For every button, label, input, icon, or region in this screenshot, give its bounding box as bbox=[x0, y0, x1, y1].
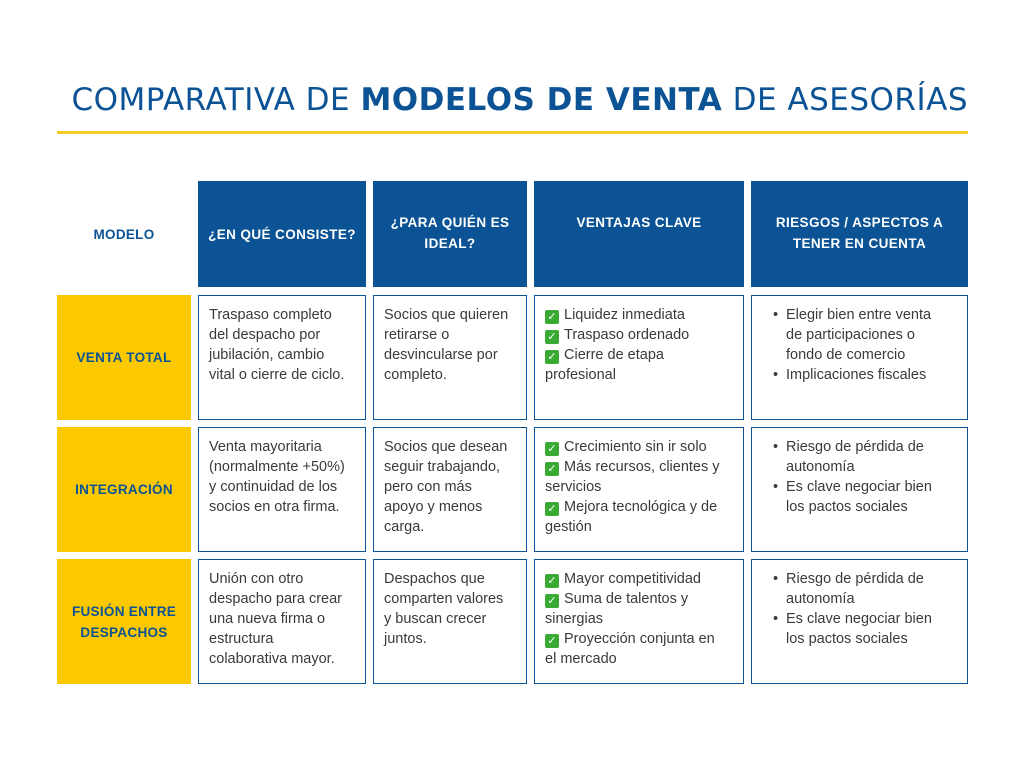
cell-text-line: vital o cierre de ciclo. bbox=[209, 367, 345, 383]
title-prefix: COMPARATIVA DE bbox=[71, 82, 361, 118]
risk-text-line: Riesgo de pérdida de bbox=[786, 571, 924, 587]
ventaja-item bbox=[545, 497, 733, 517]
cell-text-line: del despacho por bbox=[209, 327, 321, 343]
ventaja-item bbox=[545, 345, 733, 365]
cell-text-line: comparten valores bbox=[384, 591, 504, 607]
cell-text-line: Venta mayoritaria bbox=[209, 439, 322, 455]
check-mark-icon: ✓ bbox=[545, 350, 559, 364]
ventaja-text: Proyección conjunta en bbox=[564, 631, 715, 647]
ventaja-text: Suma de talentos y bbox=[564, 591, 689, 607]
para-quien-cell-0 bbox=[373, 295, 527, 420]
ventaja-text: gestión bbox=[545, 519, 592, 535]
cell-text-line: despacho para crear bbox=[209, 591, 342, 607]
risk-text-line: Elegir bien entre venta bbox=[786, 307, 932, 323]
risk-text-line: Riesgo de pérdida de bbox=[786, 439, 924, 455]
ventaja-item bbox=[545, 569, 733, 589]
ventaja-text: profesional bbox=[545, 367, 616, 383]
row-header-label: INTEGRACIÓN bbox=[75, 482, 173, 497]
cell-text-line: socios en otra firma. bbox=[209, 499, 340, 515]
riesgos-cell-0 bbox=[751, 295, 968, 420]
ventaja-text: el mercado bbox=[545, 651, 617, 667]
para-quien-cell-1 bbox=[373, 427, 527, 552]
cell-text-line: jubilación, cambio bbox=[209, 347, 325, 363]
ventaja-item bbox=[545, 517, 733, 537]
risks-list bbox=[762, 305, 957, 385]
ventajas-cell-2 bbox=[534, 559, 744, 684]
header-consiste-label: ¿EN QUÉ CONSISTE? bbox=[208, 226, 356, 242]
check-mark-icon: ✓ bbox=[545, 462, 559, 476]
header-para-quien-label: ¿PARA QUIÉN ES IDEAL? bbox=[390, 215, 510, 251]
consiste-cell-2 bbox=[198, 559, 366, 684]
header-para-quien bbox=[373, 181, 527, 287]
header-ventajas-label: VENTAJAS CLAVE bbox=[576, 215, 702, 230]
check-mark-icon: ✓ bbox=[545, 330, 559, 344]
ventaja-item bbox=[545, 437, 733, 457]
ventaja-text: Mayor competitividad bbox=[564, 571, 701, 587]
risk-text-line: de participaciones o bbox=[786, 327, 915, 343]
ventajas-cell-0 bbox=[534, 295, 744, 420]
cell-text-line: desvincularse por bbox=[384, 347, 498, 363]
risk-text-line: Es clave negociar bien bbox=[786, 479, 932, 495]
para-quien-cell-2 bbox=[373, 559, 527, 684]
check-mark-icon: ✓ bbox=[545, 310, 559, 324]
risk-item bbox=[773, 477, 957, 517]
header-modelo-label: MODELO bbox=[93, 226, 155, 242]
ventaja-text: Liquidez inmediata bbox=[564, 307, 685, 323]
ventaja-item bbox=[545, 457, 733, 477]
header-ventajas bbox=[534, 181, 744, 287]
cell-text-line: completo. bbox=[384, 367, 447, 383]
row-header-0 bbox=[57, 295, 191, 420]
risk-item bbox=[773, 569, 957, 609]
risks-list bbox=[762, 437, 957, 517]
title-suffix: DE ASESORÍAS bbox=[722, 82, 968, 118]
title-emphasis: MODELOS DE VENTA bbox=[360, 82, 723, 118]
bullet-icon: • bbox=[773, 571, 779, 587]
ventaja-text: sinergias bbox=[545, 611, 604, 627]
cell-text-line: Traspaso completo bbox=[209, 307, 332, 323]
title-underline bbox=[57, 131, 968, 134]
riesgos-cell-2 bbox=[751, 559, 968, 684]
bullet-icon: • bbox=[773, 439, 779, 455]
cell-text-line: seguir trabajando, bbox=[384, 459, 501, 475]
cell-text-line: juntos. bbox=[384, 631, 427, 647]
risk-text-line: los pactos sociales bbox=[786, 631, 908, 647]
risk-item bbox=[773, 609, 957, 649]
risk-text-line: Implicaciones fiscales bbox=[786, 367, 927, 383]
cell-text-line: carga. bbox=[384, 519, 425, 535]
ventaja-item bbox=[545, 305, 733, 325]
risks-list bbox=[762, 569, 957, 649]
check-mark-icon: ✓ bbox=[545, 634, 559, 648]
cell-text-line: y buscan crecer bbox=[384, 611, 487, 627]
check-mark-icon: ✓ bbox=[545, 502, 559, 516]
ventaja-text: Traspaso ordenado bbox=[564, 327, 690, 343]
ventaja-item bbox=[545, 365, 733, 385]
header-riesgos-label: RIESGOS / ASPECTOS A TENER EN CUENTA bbox=[775, 215, 944, 251]
ventaja-text: servicios bbox=[545, 479, 602, 495]
cell-text-line: apoyo y menos bbox=[384, 499, 483, 515]
ventaja-text: Crecimiento sin ir solo bbox=[564, 439, 707, 455]
ventaja-item bbox=[545, 477, 733, 497]
ventaja-text: Más recursos, clientes y bbox=[564, 459, 720, 475]
ventaja-text: Cierre de etapa bbox=[564, 347, 664, 363]
risk-item bbox=[773, 305, 957, 365]
cell-text-line: Despachos que bbox=[384, 571, 485, 587]
risk-text-line: autonomía bbox=[786, 459, 855, 475]
ventaja-item bbox=[545, 649, 733, 669]
risk-text-line: autonomía bbox=[786, 591, 855, 607]
bullet-icon: • bbox=[773, 611, 779, 627]
ventajas-cell-1 bbox=[534, 427, 744, 552]
cell-text-line: estructura bbox=[209, 631, 274, 647]
row-header-label: FUSIÓN ENTRE DESPACHOS bbox=[71, 603, 177, 640]
cell-text-line: Unión con otro bbox=[209, 571, 304, 587]
row-header-label: VENTA TOTAL bbox=[76, 350, 172, 365]
cell-text-line: colaborativa mayor. bbox=[209, 651, 335, 667]
row-header-1 bbox=[57, 427, 191, 552]
riesgos-cell-1 bbox=[751, 427, 968, 552]
risk-item bbox=[773, 437, 957, 477]
consiste-cell-0 bbox=[198, 295, 366, 420]
bullet-icon: • bbox=[773, 479, 779, 495]
cell-text-line: Socios que desean bbox=[384, 439, 508, 455]
risk-text-line: Es clave negociar bien bbox=[786, 611, 932, 627]
ventaja-item bbox=[545, 589, 733, 609]
ventaja-item bbox=[545, 629, 733, 649]
header-riesgos bbox=[751, 181, 968, 287]
consiste-cell-1 bbox=[198, 427, 366, 552]
cell-text-line: (normalmente +50%) bbox=[209, 459, 345, 475]
risk-text-line: fondo de comercio bbox=[786, 347, 906, 363]
header-consiste bbox=[198, 181, 366, 287]
ventaja-item bbox=[545, 325, 733, 345]
ventaja-item bbox=[545, 609, 733, 629]
check-mark-icon: ✓ bbox=[545, 574, 559, 588]
risk-text-line: los pactos sociales bbox=[786, 499, 908, 515]
cell-text-line: Socios que quieren bbox=[384, 307, 509, 323]
cell-text-line: una nueva firma o bbox=[209, 611, 326, 627]
page-title bbox=[0, 80, 968, 120]
check-mark-icon: ✓ bbox=[545, 594, 559, 608]
header-modelo bbox=[57, 181, 191, 287]
cell-text-line: y continuidad de los bbox=[209, 479, 338, 495]
bullet-icon: • bbox=[773, 367, 779, 383]
cell-text-line: retirarse o bbox=[384, 327, 450, 343]
cell-text-line: pero con más bbox=[384, 479, 472, 495]
row-header-2 bbox=[57, 559, 191, 684]
check-mark-icon: ✓ bbox=[545, 442, 559, 456]
ventaja-text: Mejora tecnológica y de bbox=[564, 499, 718, 515]
bullet-icon: • bbox=[773, 307, 779, 323]
risk-item bbox=[773, 365, 957, 385]
